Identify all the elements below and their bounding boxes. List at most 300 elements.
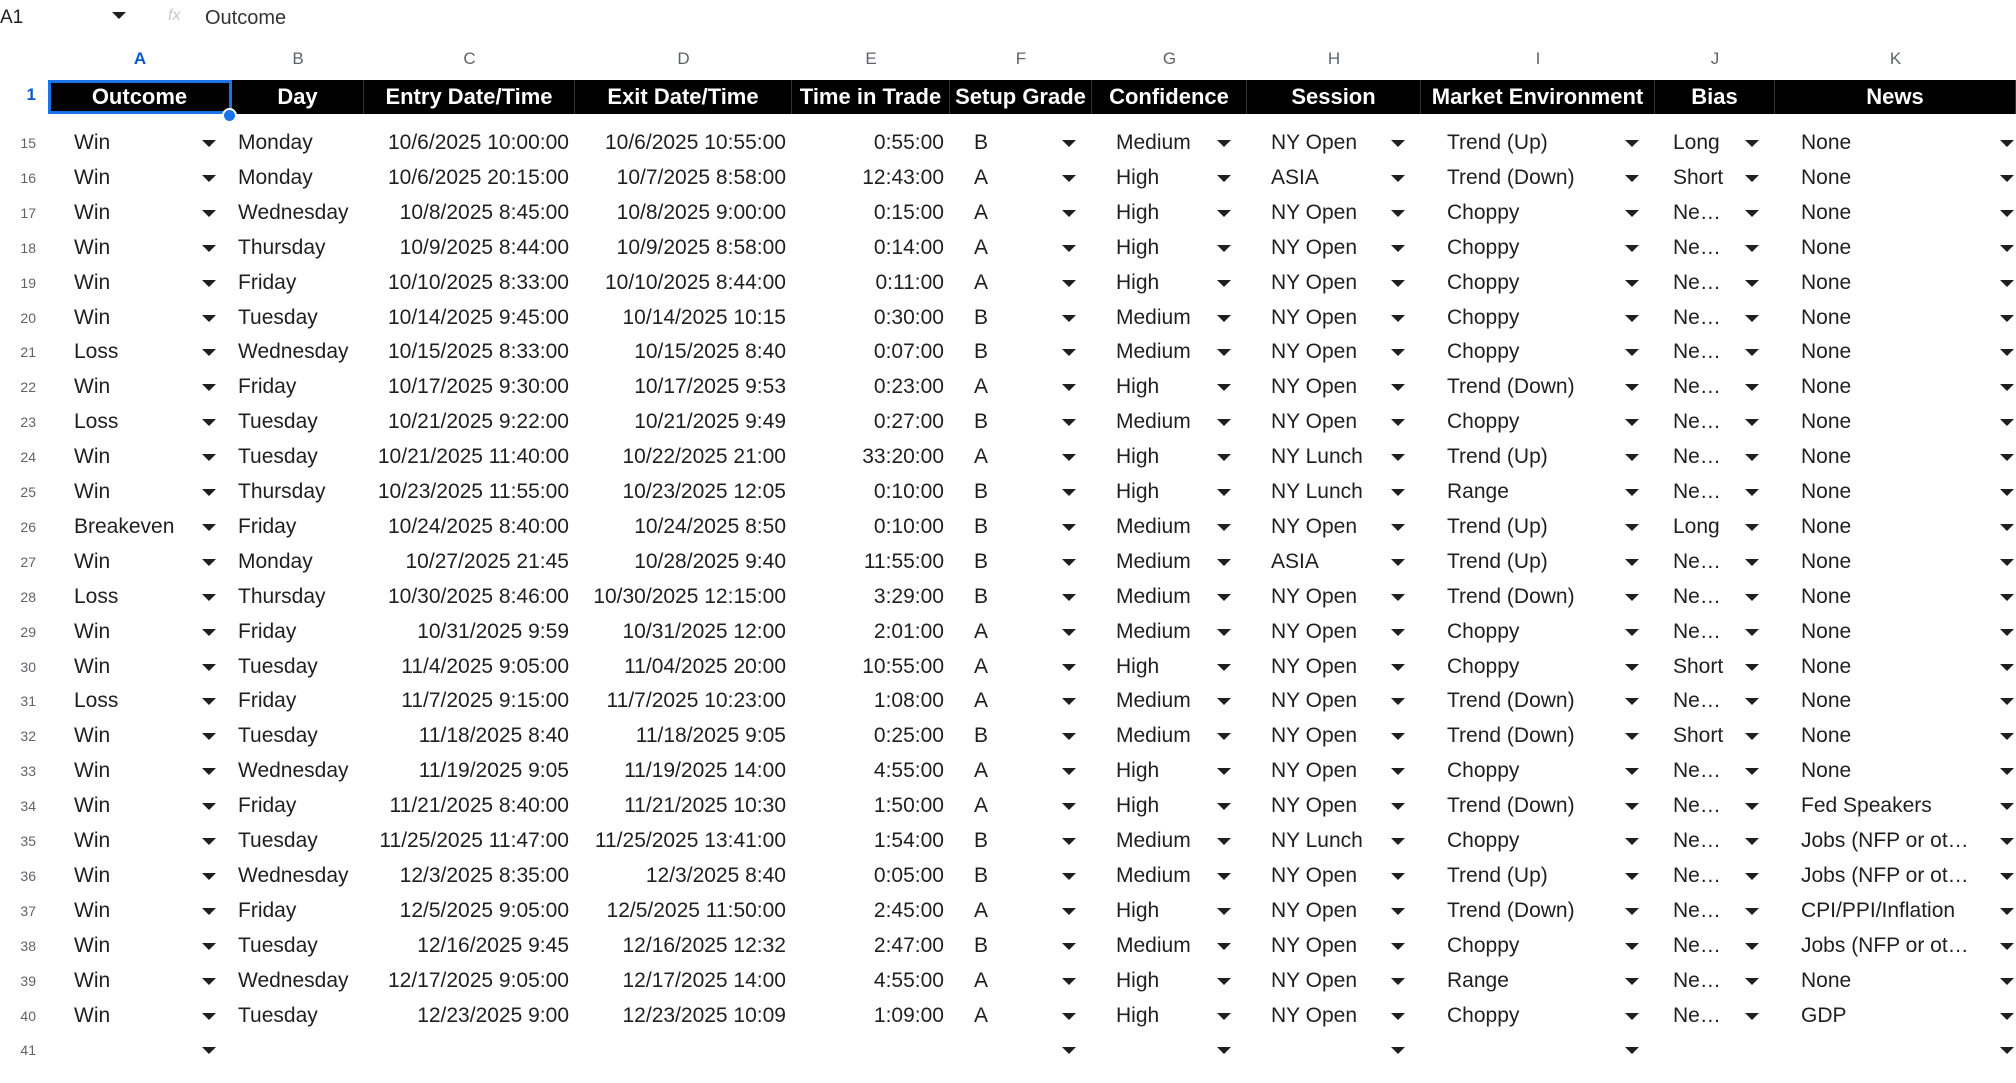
dropdown-arrow-icon[interactable] [1391,1033,1405,1067]
cell-outcome[interactable]: Win [74,864,111,887]
row-number[interactable]: 40 [20,1008,36,1024]
dropdown-arrow-icon[interactable] [2000,824,2014,858]
cell-day[interactable]: Tuesday [238,306,318,329]
cell-day[interactable]: Wednesday [238,759,349,782]
row-number[interactable]: 33 [20,763,36,779]
cell-bias[interactable]: Ne… [1673,375,1721,398]
cell-news[interactable]: None [1801,969,1852,992]
cell-env[interactable]: Trend (Down) [1447,585,1575,608]
cell-outcome[interactable]: Win [74,375,111,398]
dropdown-arrow-icon[interactable] [1745,161,1759,195]
cell-entry[interactable]: 10/31/2025 9:59 [417,620,569,643]
cell-entry[interactable]: 10/27/2025 21:45 [405,550,569,573]
dropdown-arrow-icon[interactable] [1217,650,1231,684]
cell-conf[interactable]: Medium [1116,585,1191,608]
dropdown-arrow-icon[interactable] [1062,684,1076,718]
dropdown-arrow-icon[interactable] [1625,999,1639,1033]
cell-grade[interactable]: B [974,724,989,747]
cell-session[interactable]: NY Open [1271,1004,1357,1027]
cell-day[interactable]: Tuesday [238,655,318,678]
cell-entry[interactable]: 11/4/2025 9:05:00 [401,655,569,678]
row-number[interactable]: 28 [20,589,36,605]
dropdown-arrow-icon[interactable] [202,615,216,649]
dropdown-arrow-icon[interactable] [1625,545,1639,579]
cell-bias[interactable]: Ne… [1673,934,1721,957]
cell-day[interactable]: Friday [238,375,297,398]
cell-news[interactable]: None [1801,585,1852,608]
header-cell-exit[interactable]: Exit Date/Time [575,80,792,114]
cell-entry[interactable]: 12/3/2025 8:35:00 [399,864,569,887]
dropdown-arrow-icon[interactable] [1391,370,1405,404]
row-number-1[interactable]: 1 [26,85,36,104]
dropdown-arrow-icon[interactable] [1391,545,1405,579]
dropdown-arrow-icon[interactable] [1391,475,1405,509]
dropdown-arrow-icon[interactable] [1625,964,1639,998]
cell-entry[interactable]: 10/6/2025 10:00:00 [387,131,569,154]
dropdown-arrow-icon[interactable] [1217,335,1231,369]
cell-time[interactable]: 2:01:00 [873,620,944,643]
header-cell-day[interactable]: Day [232,80,364,114]
dropdown-arrow-icon[interactable] [1217,510,1231,544]
cell-time[interactable]: 1:50:00 [873,794,944,817]
dropdown-arrow-icon[interactable] [1062,615,1076,649]
cell-news[interactable]: Jobs (NFP or ot… [1801,934,1969,957]
cell-env[interactable]: Trend (Down) [1447,375,1575,398]
cell-time[interactable]: 0:10:00 [873,480,944,503]
column-letter-c[interactable]: C [463,49,476,68]
cell-outcome[interactable] [74,1033,196,1067]
dropdown-arrow-icon[interactable] [202,370,216,404]
cell-time[interactable]: 10:55:00 [862,655,944,678]
dropdown-arrow-icon[interactable] [1625,615,1639,649]
dropdown-arrow-icon[interactable] [2000,754,2014,788]
dropdown-arrow-icon[interactable] [1745,859,1759,893]
column-letter-i[interactable]: I [1535,49,1541,68]
cell-entry[interactable]: 11/19/2025 9:05 [418,759,569,782]
row-number[interactable]: 38 [20,938,36,954]
cell-exit[interactable]: 11/18/2025 9:05 [635,724,786,747]
dropdown-arrow-icon[interactable] [1391,510,1405,544]
dropdown-arrow-icon[interactable] [2000,161,2014,195]
dropdown-arrow-icon[interactable] [202,999,216,1033]
cell-grade[interactable]: A [974,899,989,922]
cell-exit[interactable]: 10/22/2025 21:00 [622,445,786,468]
dropdown-arrow-icon[interactable] [1217,719,1231,753]
row-number[interactable]: 31 [20,693,36,709]
cell-time[interactable]: 0:14:00 [873,236,944,259]
dropdown-arrow-icon[interactable] [1062,1033,1076,1067]
row-number[interactable]: 35 [20,833,36,849]
cell-session[interactable]: NY Open [1271,201,1357,224]
dropdown-arrow-icon[interactable] [1217,440,1231,474]
cell-exit[interactable]: 10/21/2025 9:49 [634,410,786,433]
cell-day[interactable]: Thursday [238,480,326,503]
cell-news[interactable]: None [1801,759,1852,782]
cell-session[interactable]: NY Open [1271,655,1357,678]
cell-time[interactable]: 4:55:00 [873,969,944,992]
row-number[interactable]: 36 [20,868,36,884]
cell-news[interactable]: None [1801,271,1852,294]
cell-day[interactable]: Friday [238,899,297,922]
cell-outcome[interactable]: Win [74,445,111,468]
row-number[interactable]: 19 [20,275,36,291]
dropdown-arrow-icon[interactable] [202,894,216,928]
dropdown-arrow-icon[interactable] [1745,266,1759,300]
cell-env[interactable]: Trend (Up) [1447,515,1548,538]
dropdown-arrow-icon[interactable] [1062,859,1076,893]
cell-grade[interactable]: B [974,829,989,852]
cell-entry[interactable]: 11/7/2025 9:15:00 [401,689,569,712]
dropdown-arrow-icon[interactable] [1625,789,1639,823]
cell-entry[interactable]: 10/10/2025 8:33:00 [387,271,569,294]
cell-env[interactable]: Trend (Up) [1447,445,1548,468]
cell-exit[interactable]: 10/7/2025 8:58:00 [616,166,786,189]
name-box[interactable]: A1 [0,7,24,28]
cell-conf[interactable]: High [1116,655,1160,678]
cell-news[interactable]: None [1801,480,1852,503]
dropdown-arrow-icon[interactable] [2000,719,2014,753]
dropdown-arrow-icon[interactable] [1391,859,1405,893]
cell-time[interactable]: 0:25:00 [873,724,944,747]
dropdown-arrow-icon[interactable] [1745,510,1759,544]
cell-outcome[interactable]: Win [74,166,111,189]
cell-day[interactable]: Thursday [238,236,326,259]
dropdown-arrow-icon[interactable] [1391,126,1405,160]
cell-grade[interactable]: B [974,410,989,433]
cell-news[interactable]: None [1801,689,1852,712]
cell-session[interactable]: NY Open [1271,515,1357,538]
cell-conf[interactable]: High [1116,201,1160,224]
cell-news[interactable]: None [1801,445,1852,468]
cell-time[interactable]: 3:29:00 [873,585,944,608]
cell-exit[interactable]: 10/14/2025 10:15 [622,306,786,329]
cell-session[interactable]: NY Open [1271,934,1357,957]
cell-time[interactable]: 2:45:00 [873,899,944,922]
cell-day[interactable]: Friday [238,271,297,294]
cell-entry[interactable]: 10/21/2025 11:40:00 [377,445,569,468]
dropdown-arrow-icon[interactable] [1217,1033,1231,1067]
cell-time[interactable]: 33:20:00 [862,445,944,468]
dropdown-arrow-icon[interactable] [1062,894,1076,928]
dropdown-arrow-icon[interactable] [1625,440,1639,474]
dropdown-arrow-icon[interactable] [202,964,216,998]
cell-day[interactable]: Monday [238,550,313,573]
dropdown-arrow-icon[interactable] [1391,894,1405,928]
cell-env[interactable]: Trend (Down) [1447,724,1575,747]
cell-entry[interactable]: 10/17/2025 9:30:00 [387,375,569,398]
cell-time[interactable]: 1:54:00 [873,829,944,852]
row-number[interactable]: 21 [20,344,36,360]
cell-bias[interactable]: Short [1673,724,1724,747]
dropdown-arrow-icon[interactable] [1745,126,1759,160]
cell-exit[interactable]: 11/25/2025 13:41:00 [594,829,786,852]
cell-outcome[interactable]: Loss [74,689,119,712]
cell-bias[interactable]: Ne… [1673,340,1721,363]
dropdown-arrow-icon[interactable] [1217,615,1231,649]
cell-session[interactable]: ASIA [1271,550,1319,573]
cell-conf[interactable]: High [1116,899,1160,922]
cell-exit[interactable]: 11/19/2025 14:00 [624,759,786,782]
dropdown-arrow-icon[interactable] [1625,510,1639,544]
header-cell-bias[interactable]: Bias [1655,80,1775,114]
cell-bias[interactable]: Ne… [1673,550,1721,573]
cell-exit[interactable]: 11/21/2025 10:30 [624,794,786,817]
cell-conf[interactable]: Medium [1116,131,1191,154]
cell-exit[interactable]: 10/8/2025 9:00:00 [616,201,786,224]
cell-session[interactable]: NY Open [1271,759,1357,782]
dropdown-arrow-icon[interactable] [2000,231,2014,265]
cell-session[interactable]: NY Open [1271,306,1357,329]
dropdown-arrow-icon[interactable] [2000,510,2014,544]
header-cell-news[interactable]: News [1775,80,2016,114]
cell-entry[interactable]: 10/8/2025 8:45:00 [399,201,569,224]
cell-exit[interactable]: 10/10/2025 8:44:00 [604,271,786,294]
cell-bias[interactable]: Ne… [1673,759,1721,782]
dropdown-arrow-icon[interactable] [202,440,216,474]
dropdown-arrow-icon[interactable] [1745,719,1759,753]
cell-news[interactable]: None [1801,550,1852,573]
cell-day[interactable]: Tuesday [238,724,318,747]
cell-bias[interactable]: Ne… [1673,794,1721,817]
cell-env[interactable]: Choppy [1447,271,1520,294]
cell-grade[interactable]: B [974,306,989,329]
cell-bias[interactable]: Ne… [1673,1004,1721,1027]
cell-grade[interactable]: B [974,131,989,154]
cell-session[interactable]: NY Lunch [1271,480,1363,503]
cell-conf[interactable]: Medium [1116,515,1191,538]
dropdown-arrow-icon[interactable] [1391,684,1405,718]
cell-outcome[interactable]: Win [74,829,111,852]
cell-session[interactable]: NY Open [1271,585,1357,608]
dropdown-arrow-icon[interactable] [1391,824,1405,858]
cell-session[interactable]: NY Open [1271,689,1357,712]
dropdown-arrow-icon[interactable] [2000,684,2014,718]
header-cell-grade[interactable]: Setup Grade [950,80,1092,114]
dropdown-arrow-icon[interactable] [1625,929,1639,963]
dropdown-arrow-icon[interactable] [2000,929,2014,963]
cell-bias[interactable]: Ne… [1673,689,1721,712]
cell-day[interactable]: Monday [238,131,313,154]
cell-session[interactable]: NY Open [1271,131,1357,154]
cell-exit[interactable]: 10/23/2025 12:05 [622,480,786,503]
cell-bias[interactable]: Ne… [1673,585,1721,608]
cell-day[interactable]: Tuesday [238,445,318,468]
dropdown-arrow-icon[interactable] [1391,650,1405,684]
dropdown-arrow-icon[interactable] [2000,266,2014,300]
dropdown-arrow-icon[interactable] [1391,754,1405,788]
cell-day[interactable]: Friday [238,689,297,712]
cell-grade[interactable]: A [974,620,989,643]
dropdown-arrow-icon[interactable] [1217,684,1231,718]
dropdown-arrow-icon[interactable] [1391,335,1405,369]
dropdown-arrow-icon[interactable] [1391,580,1405,614]
dropdown-arrow-icon[interactable] [1625,126,1639,160]
cell-env[interactable]: Trend (Down) [1447,899,1575,922]
cell-env[interactable] [1447,1033,1619,1067]
column-letter-d[interactable]: D [677,49,690,68]
dropdown-arrow-icon[interactable] [1062,440,1076,474]
cell-grade[interactable]: A [974,375,989,398]
cell-entry[interactable]: 10/14/2025 9:45:00 [387,306,569,329]
cell-news[interactable]: GDP [1801,1004,1847,1027]
cell-conf[interactable]: High [1116,375,1160,398]
dropdown-arrow-icon[interactable] [202,929,216,963]
cell-bias[interactable]: Ne… [1673,864,1721,887]
cell-env[interactable]: Range [1447,969,1509,992]
dropdown-arrow-icon[interactable] [1625,1033,1639,1067]
dropdown-arrow-icon[interactable] [1391,789,1405,823]
cell-outcome[interactable]: Win [74,236,111,259]
cell-day[interactable]: Friday [238,515,297,538]
column-letter-h[interactable]: H [1327,49,1341,68]
cell-session[interactable]: ASIA [1271,166,1319,189]
cell-conf[interactable]: Medium [1116,620,1191,643]
dropdown-arrow-icon[interactable] [1062,370,1076,404]
dropdown-arrow-icon[interactable] [1217,859,1231,893]
dropdown-arrow-icon[interactable] [202,196,216,230]
dropdown-arrow-icon[interactable] [2000,615,2014,649]
dropdown-arrow-icon[interactable] [1625,266,1639,300]
cell-time[interactable]: 0:30:00 [873,306,944,329]
dropdown-arrow-icon[interactable] [1745,545,1759,579]
cell-grade[interactable]: B [974,864,989,887]
cell-env[interactable]: Choppy [1447,410,1520,433]
row-number[interactable]: 15 [20,135,36,151]
cell-conf[interactable]: Medium [1116,934,1191,957]
cell-bias[interactable]: Ne… [1673,829,1721,852]
row-number[interactable]: 16 [20,170,36,186]
dropdown-arrow-icon[interactable] [1062,510,1076,544]
cell-outcome[interactable]: Win [74,934,111,957]
dropdown-arrow-icon[interactable] [1062,126,1076,160]
cell-news[interactable]: CPI/PPI/Inflation [1801,899,1956,922]
cell-news[interactable]: None [1801,166,1852,189]
dropdown-arrow-icon[interactable] [202,301,216,335]
cell-session[interactable]: NY Open [1271,375,1357,398]
row-number[interactable]: 37 [20,903,36,919]
dropdown-arrow-icon[interactable] [1391,719,1405,753]
dropdown-arrow-icon[interactable] [1062,999,1076,1033]
cell-conf[interactable]: High [1116,271,1160,294]
row-number[interactable]: 41 [20,1042,36,1058]
cell-exit[interactable]: 10/9/2025 8:58:00 [616,236,786,259]
dropdown-arrow-icon[interactable] [1745,405,1759,439]
dropdown-arrow-icon[interactable] [202,126,216,160]
cell-bias[interactable] [1673,1033,1739,1067]
cell-time[interactable]: 11:55:00 [863,550,944,573]
cell-time[interactable]: 2:47:00 [873,934,944,957]
dropdown-arrow-icon[interactable] [2000,964,2014,998]
cell-entry[interactable]: 10/21/2025 9:22:00 [387,410,569,433]
cell-outcome[interactable]: Win [74,794,111,817]
cell-exit[interactable]: 12/23/2025 10:09 [622,1004,786,1027]
cell-exit[interactable]: 11/7/2025 10:23:00 [606,689,786,712]
dropdown-arrow-icon[interactable] [1745,754,1759,788]
cell-env[interactable]: Trend (Up) [1447,550,1548,573]
cell-day[interactable] [238,1033,358,1067]
cell-grade[interactable]: A [974,655,989,678]
cell-time[interactable]: 0:05:00 [873,864,944,887]
cell-exit[interactable]: 12/3/2025 8:40 [645,864,786,887]
dropdown-arrow-icon[interactable] [1745,650,1759,684]
cell-day[interactable]: Friday [238,794,297,817]
cell-grade[interactable]: A [974,445,989,468]
cell-news[interactable] [1801,1033,1980,1067]
dropdown-arrow-icon[interactable] [1745,370,1759,404]
dropdown-arrow-icon[interactable] [1062,650,1076,684]
cell-outcome[interactable]: Win [74,759,111,782]
cell-env[interactable]: Choppy [1447,620,1520,643]
cell-conf[interactable]: High [1116,1004,1160,1027]
cell-time[interactable]: 0:27:00 [873,410,944,433]
dropdown-arrow-icon[interactable] [1391,405,1405,439]
dropdown-arrow-icon[interactable] [1625,894,1639,928]
cell-exit[interactable]: 10/17/2025 9:53 [634,375,786,398]
row-number[interactable]: 23 [20,414,36,430]
cell-bias[interactable]: Long [1673,515,1720,538]
dropdown-arrow-icon[interactable] [1217,405,1231,439]
cell-grade[interactable]: A [974,759,989,782]
dropdown-arrow-icon[interactable] [1745,231,1759,265]
dropdown-arrow-icon[interactable] [2000,650,2014,684]
dropdown-arrow-icon[interactable] [2000,580,2014,614]
dropdown-arrow-icon[interactable] [1062,266,1076,300]
cell-bias[interactable]: Ne… [1673,271,1721,294]
cell-time[interactable]: 1:08:00 [873,689,944,712]
cell-session[interactable]: NY Open [1271,969,1357,992]
cell-exit[interactable]: 11/04/2025 20:00 [624,655,786,678]
cell-news[interactable]: None [1801,410,1852,433]
dropdown-arrow-icon[interactable] [1391,964,1405,998]
dropdown-arrow-icon[interactable] [1625,335,1639,369]
cell-grade[interactable]: A [974,794,989,817]
cell-grade[interactable]: A [974,166,989,189]
dropdown-arrow-icon[interactable] [202,754,216,788]
dropdown-arrow-icon[interactable] [1745,335,1759,369]
cell-bias[interactable]: Short [1673,166,1724,189]
dropdown-arrow-icon[interactable] [202,510,216,544]
dropdown-arrow-icon[interactable] [1062,301,1076,335]
dropdown-arrow-icon[interactable] [1062,196,1076,230]
dropdown-arrow-icon[interactable] [202,789,216,823]
cell-session[interactable]: NY Lunch [1271,445,1363,468]
dropdown-arrow-icon[interactable] [1217,999,1231,1033]
cell-exit[interactable]: 10/30/2025 12:15:00 [593,585,786,608]
dropdown-arrow-icon[interactable] [202,266,216,300]
cell-exit[interactable]: 12/16/2025 12:32 [622,934,786,957]
row-number[interactable]: 29 [20,624,36,640]
dropdown-arrow-icon[interactable] [202,545,216,579]
cell-exit[interactable]: 10/24/2025 8:50 [634,515,786,538]
dropdown-arrow-icon[interactable] [1062,754,1076,788]
dropdown-arrow-icon[interactable] [202,824,216,858]
cell-exit[interactable] [579,1033,786,1067]
row-number[interactable]: 39 [20,973,36,989]
cell-grade[interactable]: B [974,340,989,363]
cell-news[interactable]: None [1801,515,1852,538]
dropdown-arrow-icon[interactable] [1062,231,1076,265]
cell-time[interactable]: 0:11:00 [875,271,944,294]
cell-env[interactable]: Range [1447,480,1509,503]
cell-bias[interactable]: Short [1673,655,1724,678]
cell-conf[interactable]: High [1116,166,1160,189]
dropdown-arrow-icon[interactable] [1625,684,1639,718]
cell-entry[interactable]: 11/25/2025 11:47:00 [379,829,569,852]
dropdown-arrow-icon[interactable] [1062,405,1076,439]
dropdown-arrow-icon[interactable] [202,1033,216,1067]
dropdown-arrow-icon[interactable] [1625,719,1639,753]
dropdown-arrow-icon[interactable] [1625,196,1639,230]
